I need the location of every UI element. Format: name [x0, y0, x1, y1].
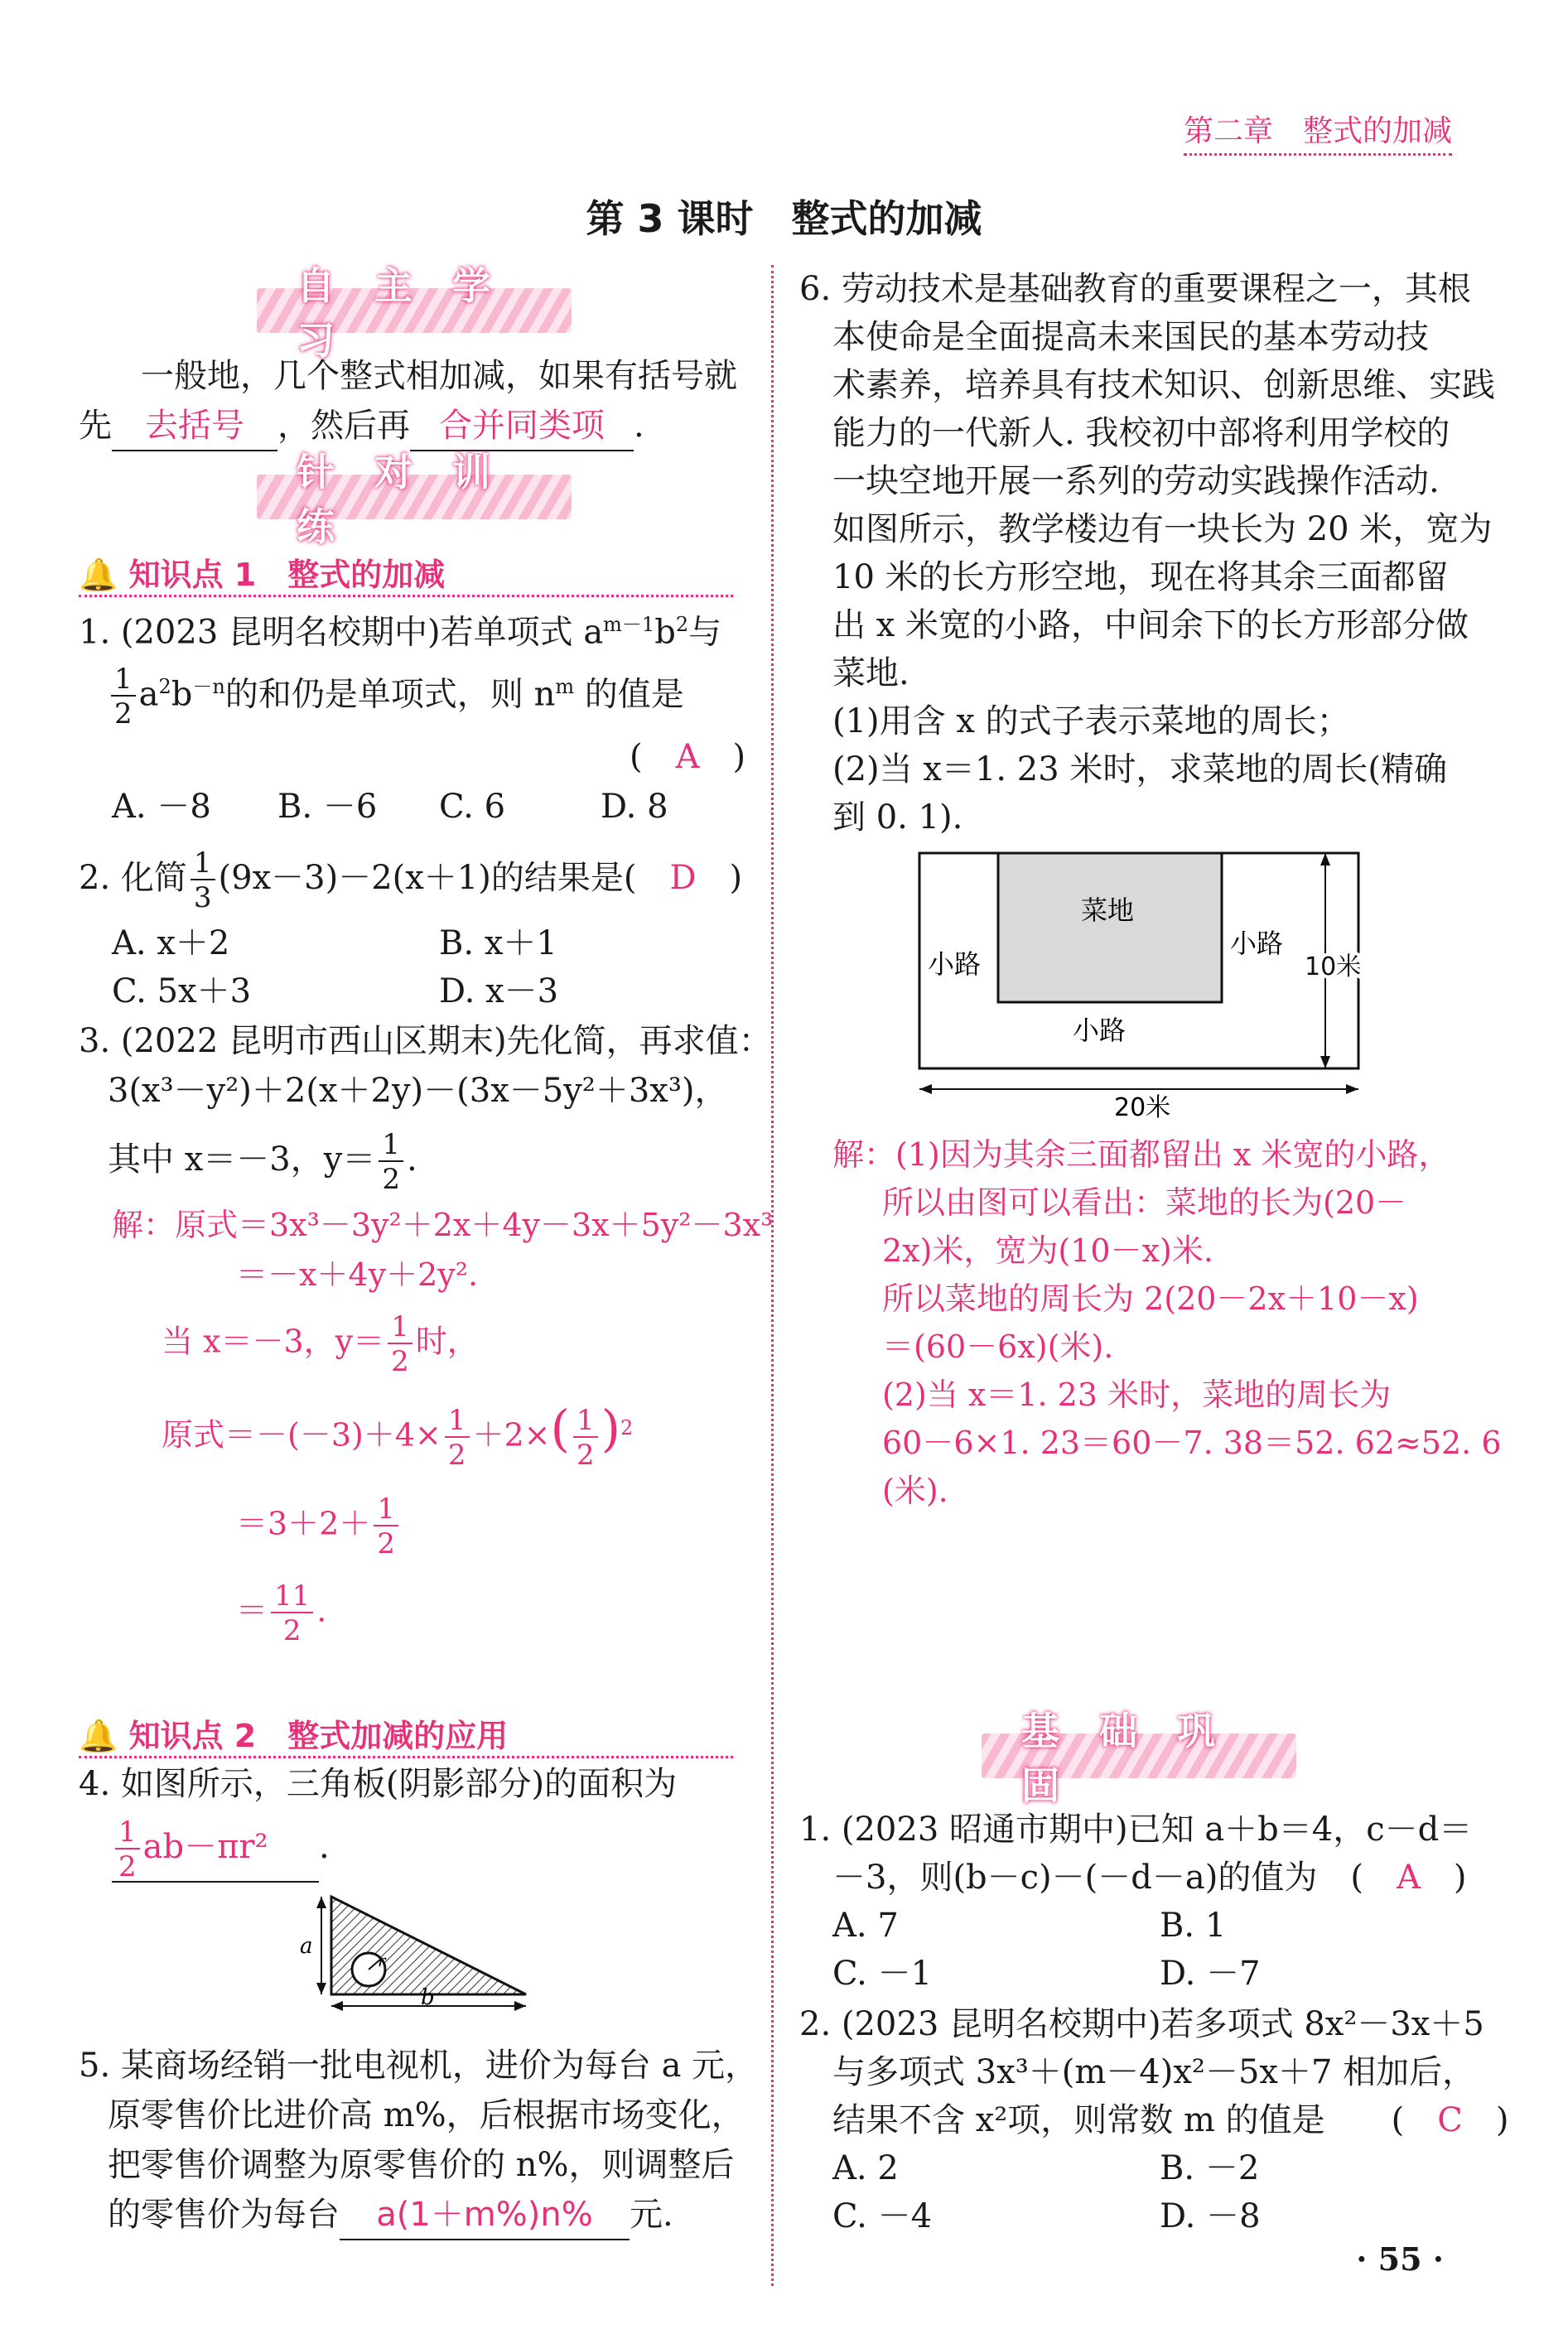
q1-exp1: m－1: [603, 613, 655, 636]
q2-pre: 2. 化简: [79, 859, 187, 897]
q3-line2: 3(x³－y²)＋2(x＋2y)－(3x－5y²＋3x³)，: [108, 1072, 728, 1110]
q3-solution-3: [162, 1310, 479, 1378]
frac-numerator: 1: [191, 849, 215, 880]
kp2-label: 知识点 2 整式加减的应用: [128, 1718, 509, 1754]
q5-line1: 5. 某商场经销一批电视机，进价为每台 a 元，: [79, 2047, 759, 2085]
q6-solution-line: (米).: [882, 1473, 948, 1509]
q2-line: 2. 化简 $\frac{1}{3}$ (9x－3)－2(x＋1)的结果是( D ): [79, 846, 743, 914]
frac-denominator: 2: [118, 1850, 137, 1883]
q5-answer: a(1＋m%)n%: [340, 2191, 630, 2240]
q3-sol3-post: 时，: [415, 1323, 479, 1360]
q3-sol6-pre: ＝: [236, 1592, 268, 1629]
q4-answer-line: [112, 1815, 330, 1883]
q1-a-exp: 2: [158, 675, 171, 698]
q6-line: 菜地.: [832, 654, 909, 692]
c-q1-line1: 1. (2023 昭通市期中)已知 a＋b＝4，c－d＝: [799, 1811, 1473, 1849]
frac-denominator: 2: [114, 697, 133, 731]
arrow-right: [514, 2001, 526, 2011]
self-study-pre: 先: [79, 407, 112, 445]
training-banner: [257, 450, 572, 549]
q6-line: 一块空地开展一系列的劳动实践操作活动.: [832, 462, 1440, 500]
q3-fraction: [379, 1128, 403, 1196]
q3-sol6-post: .: [316, 1592, 327, 1629]
q3-solution-6: [236, 1579, 327, 1647]
q4-answer-blank: [112, 1815, 319, 1883]
q3-sol4-exp: 2: [620, 1416, 634, 1439]
q4-answer-fraction: [115, 1815, 140, 1883]
frac-numerator: 1: [374, 1495, 398, 1526]
q2-answer: D: [669, 859, 697, 897]
garden-rect: [998, 853, 1222, 1002]
q3-sol4-mid: ＋2×: [472, 1416, 551, 1454]
q6-solution-line: 60－6×1. 23＝60－7. 38＝52. 62≈52. 6: [882, 1425, 1502, 1461]
q3-solution-2: ＝－x＋4y＋2y².: [236, 1256, 479, 1293]
c-q2-line3-text: 结果不含 x²项，则常数 m 的值是: [832, 2101, 1325, 2139]
q1-line2: [108, 663, 684, 731]
q2-option-b: B. x＋1: [439, 924, 557, 962]
label-b: b: [421, 1985, 435, 2010]
bell-icon: 🔔: [79, 1718, 118, 1754]
label-height: 10米: [1305, 952, 1362, 981]
q1-text: 1. (2023 昆明名校期中)若单项式 a: [79, 613, 604, 652]
q3-line3: [108, 1128, 417, 1196]
triangle-figure: [298, 1880, 547, 2021]
frac-denominator: 2: [447, 1439, 466, 1473]
q6-solution-line: 解：(1)因为其余三面都留出 x 米宽的小路，: [832, 1136, 1450, 1173]
q5-line4-pre: 的零售价为每台: [108, 2196, 340, 2234]
knowledge-point-2: [79, 1710, 733, 1758]
q3-sol3-pre: 当 x＝－3，y＝: [162, 1323, 385, 1360]
q1-option-d: D. 8: [601, 788, 668, 826]
chapter-header: 第二章 整式的加减: [1184, 108, 1452, 156]
c-q1-option-b: B. 1: [1160, 1907, 1227, 1945]
q3-sol4-pre: 原式＝－(－3)＋4×: [162, 1416, 441, 1454]
label-r: r: [378, 1950, 386, 1970]
q1-option-b: B. －6: [277, 788, 378, 826]
arrow-right: [1346, 1084, 1358, 1094]
q1-answer: A: [675, 738, 700, 776]
blank-combine-like-terms: 合并同类项: [410, 402, 634, 451]
kp1-label: 知识点 1 整式的加减: [128, 557, 446, 593]
lesson-title: 第 3 课时 整式的加减: [586, 196, 982, 241]
arrow-left: [919, 1084, 932, 1094]
q6-line: 出 x 米宽的小路，中间余下的长方形部分做: [832, 606, 1469, 644]
label-road-left: 小路: [928, 948, 982, 980]
arrow-up: [316, 1897, 326, 1908]
q3-line1: 3. (2022 昆明市西山区期末)先化简，再求值：: [79, 1022, 772, 1060]
q2-post: (9x－3)－2(x＋1)的结果是: [218, 859, 624, 897]
c-q1-option-c: C. －1: [832, 1955, 933, 1993]
q6-solution-line: (2)当 x＝1. 23 米时，菜地的周长为: [882, 1377, 1392, 1413]
frac-numerator: 1: [115, 1818, 140, 1849]
self-study-text-1: 一般地，几个整式相加减，如果有括号就: [141, 357, 737, 395]
q3-line3-post: .: [406, 1140, 417, 1179]
q6-line: 6. 劳动技术是基础教育的重要课程之一，其根: [799, 270, 1471, 308]
q2-fraction: [191, 846, 215, 914]
arrow-left: [331, 2001, 343, 2011]
q4-answer-rest: ab－πr²: [142, 1828, 268, 1866]
column-divider: [771, 265, 774, 2286]
arrow-down: [316, 1983, 326, 1994]
q6-line: 到 0. 1).: [832, 798, 963, 837]
q4-line1: 4. 如图所示，三角板(阴影部分)的面积为: [79, 1765, 678, 1803]
q6-line: 如图所示，教学楼边有一块长为 20 米，宽为: [832, 510, 1493, 548]
c-q2-option-c: C. －4: [832, 2197, 933, 2235]
q6-line: (1)用含 x 的式子表示菜地的周长；: [832, 702, 1350, 740]
frac-numerator: 1: [388, 1313, 413, 1344]
q6-solution-line: 所以由图可以看出：菜地的长为(20－: [882, 1184, 1407, 1221]
self-study-banner: [257, 263, 572, 363]
frac-numerator: 1: [111, 665, 136, 697]
bell-icon: 🔔: [79, 557, 118, 593]
q1-n-exp: m: [555, 675, 575, 698]
self-study-post: .: [634, 407, 644, 445]
page-number: · 55 ·: [1356, 2240, 1444, 2278]
q6-line: 术素养，培养具有技术知识、创新思维、实践: [832, 366, 1495, 404]
c-q1-answer: A: [1396, 1859, 1421, 1897]
q1-b2-exp: －n: [192, 675, 225, 698]
q6-line: 本使命是全面提高未来国民的基本劳动技: [832, 318, 1429, 356]
banner-text: 针对训练: [297, 450, 530, 549]
q6-line: 10 米的长方形空地，现在将其余三面都留: [832, 558, 1449, 596]
garden-figure: [915, 849, 1379, 1122]
c-q2-option-b: B. －2: [1160, 2149, 1260, 2187]
label-road-right: 小路: [1230, 928, 1284, 959]
frac-numerator: 1: [379, 1131, 403, 1162]
q1-tail: 与: [688, 613, 722, 652]
c-q1-line2-text: －3，则(b－c)－(－d－a)的值为: [832, 1859, 1318, 1897]
q3-solution-1: 解：原式＝3x³－3y²＋2x＋4y－3x＋5y²－3x³: [112, 1207, 774, 1243]
banner-text: 自主学习: [297, 263, 530, 363]
q1-tail2: 的和仍是单项式，则 n: [224, 675, 556, 714]
c-q1-option-a: A. 7: [832, 1907, 899, 1945]
c-q1-line2: －3，则(b－c)－(－d－a)的值为 ( A ): [832, 1859, 1467, 1897]
consolidation-banner: [982, 1709, 1296, 1808]
frac-numerator: 1: [573, 1406, 598, 1438]
q3-sol6-fraction: [271, 1579, 313, 1647]
c-q2-line2: 与多项式 3x³＋(m－4)x²－5x＋7 相加后，: [832, 2053, 1476, 2091]
q6-solution-line: 2x)米，宽为(10－x)米.: [882, 1232, 1213, 1269]
q4-end: .: [319, 1828, 330, 1866]
frac-denominator: 2: [377, 1527, 395, 1560]
self-study-mid: ，然后再: [277, 407, 410, 445]
q3-sol4-fraction2: [573, 1404, 598, 1473]
q5-line3: 把零售价调整为原零售价的 n%，则调整后: [108, 2146, 735, 2184]
frac-numerator: 11: [271, 1582, 313, 1613]
frac-denominator: 2: [282, 1614, 302, 1647]
q2-option-d: D. x－3: [439, 972, 559, 1010]
q6-solution-line: ＝(60－6x)(米).: [882, 1328, 1114, 1365]
q1-a: a: [138, 675, 159, 714]
label-width: 20米: [1114, 1093, 1171, 1122]
label-a: a: [300, 1934, 313, 1959]
q1-line1: [79, 600, 721, 656]
q2-option-c: C. 5x＋3: [112, 972, 252, 1010]
knowledge-point-1: [79, 549, 733, 597]
banner-text: 基础巩固: [1021, 1709, 1255, 1808]
q1-b2: b: [171, 675, 193, 714]
label-road-bottom: 小路: [1073, 1015, 1127, 1046]
label-garden: 菜地: [1081, 894, 1135, 926]
q1-end: 的值是: [574, 675, 684, 714]
q6-line: 能力的一代新人. 我校初中部将利用学校的: [832, 414, 1450, 452]
q1-option-c: C. 6: [439, 788, 506, 826]
q3-sol5-fraction: [374, 1492, 398, 1560]
q3-solution-5: [236, 1492, 402, 1560]
q1-fraction: [111, 663, 136, 731]
q5-line4-post: 元.: [630, 2196, 673, 2234]
q6-solution-line: 所以菜地的周长为 2(20－2x＋10－x): [882, 1280, 1419, 1317]
blank-remove-brackets: 去括号: [112, 402, 277, 451]
c-q2-option-d: D. －8: [1160, 2197, 1261, 2235]
c-q1-option-d: D. －7: [1160, 1955, 1261, 1993]
c-q2-line3: 结果不含 x²项，则常数 m 的值是 ( C ): [832, 2101, 1509, 2139]
q1-b: b: [654, 613, 676, 652]
q5-line2: 原零售价比进价高 m%，后根据市场变化，: [108, 2096, 745, 2134]
q6-line: (2)当 x＝1. 23 米时，求菜地的周长(精确: [832, 750, 1448, 788]
c-q2-line1: 2. (2023 昆明名校期中)若多项式 8x²－3x＋5: [799, 2005, 1484, 2043]
q1-option-a: A. －8: [112, 788, 211, 826]
q1-exp2: 2: [675, 613, 689, 636]
frac-denominator: 2: [382, 1163, 400, 1196]
frac-denominator: 2: [576, 1439, 595, 1473]
q3-solution-4: [162, 1400, 634, 1473]
left-paren: (: [550, 1400, 570, 1459]
right-paren: ): [601, 1400, 621, 1459]
c-q2-answer: C: [1437, 2101, 1463, 2139]
q3-line3-pre: 其中 x＝－3，y＝: [108, 1140, 376, 1179]
q3-sol5-pre: ＝3＋2＋: [236, 1505, 371, 1542]
q5-line4: [108, 2191, 673, 2240]
frac-numerator: 1: [445, 1406, 470, 1438]
c-q2-option-a: A. 2: [832, 2149, 899, 2187]
q3-sol3-fraction: [388, 1310, 413, 1378]
q3-sol4-fraction1: [445, 1404, 470, 1473]
q1-answer-paren: ( A ): [630, 738, 746, 776]
frac-denominator: 3: [193, 881, 212, 914]
q2-option-a: A. x＋2: [112, 924, 230, 962]
frac-denominator: 2: [391, 1345, 409, 1378]
